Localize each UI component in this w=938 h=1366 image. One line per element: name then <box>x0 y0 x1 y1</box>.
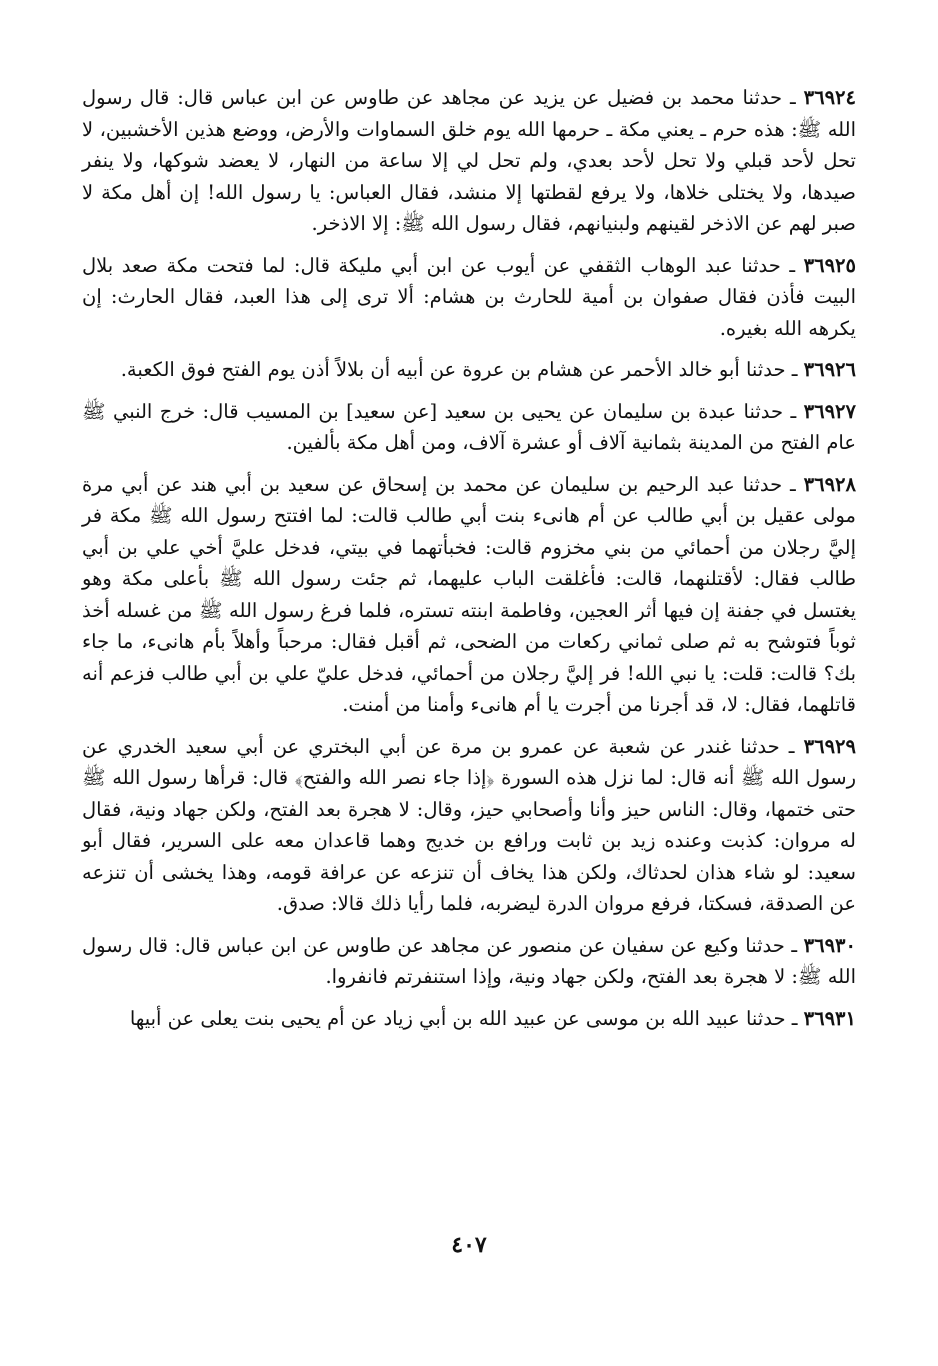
page-body <box>82 82 856 1034</box>
hadith-paragraph <box>82 731 856 920</box>
hadith-text: ـ حدثنا غندر عن شعبة عن عمرو بن مرة عن أبي البختري عن أبي سعيد الخدري عن رسول الله ﷺ أنه قال: لما نزل هذه السورة ﴿إذا جاء نصر الله والفتح﴾ قال: قرأها رسول الله ﷺ حتى ختمها، وقال: الناس حيز وأنا وأصحابي حيز، وقال: لا هجرة بعد الفتح، ولكن جهاد ونية، فقال له مروان: كذبت وعنده زيد بن ثابت ورافع بن خديج وهما قاعدان معه على السرير، فقال أبو سعيد: لو شاء هذان لحدثاك، ولكن هذا يخاف أن تنزعه عن عرافة قومه، وهذا يخشى أن تنزعه عن الصدقة، فسكتا، فرفع مروان الدرة ليضربه، فلما رأيا ذلك قالا: صدق. <box>82 734 856 915</box>
hadith-number: ٣٦٩٢٩ <box>803 734 856 758</box>
hadith-number: ٣٦٩٣٠ <box>803 933 856 957</box>
hadith-paragraph <box>82 1003 856 1035</box>
hadith-number: ٣٦٩٢٤ <box>803 86 856 109</box>
hadith-number: ٣٦٩٣١ <box>803 1006 856 1030</box>
hadith-text: ـ حدثنا عبدة بن سليمان عن يحيى بن سعيد [عن سعيد] بن المسيب قال: خرج النبي ﷺ عام الفتح من المدينة بثمانية آلاف أو عشرة آلاف، ومن أهل مكة بألفين. <box>82 399 856 454</box>
page-number: ٤٠٧ <box>451 1232 487 1258</box>
hadith-paragraph <box>82 354 856 386</box>
hadith-paragraph <box>82 82 856 240</box>
hadith-paragraph <box>82 930 856 993</box>
hadith-paragraph <box>82 250 856 345</box>
hadith-number: ٣٦٩٢٨ <box>803 472 856 496</box>
hadith-text: ـ حدثنا أبو خالد الأحمر عن هشام بن عروة عن أبيه أن بلالاً أذن يوم الفتح فوق الكعبة. <box>120 358 804 381</box>
hadith-paragraph <box>82 469 856 721</box>
hadith-text: ـ حدثنا عبد الرحيم بن سليمان عن محمد بن إسحاق عن سعيد بن أبي هند عن أبي مرة مولى عقيل بن أبي طالب عن أم هانىء بنت أبي طالب قالت: لما افتتح رسول الله ﷺ مكة فر إليَّ رجلان من أحمائي من بني مخزوم قالت: فخبأتهما في بيتي، فدخل عليَّ أخي علي بن أبي طالب فقال: لأقتلنهما، قالت: فأغلقت الباب عليهما، ثم جئت رسول الله ﷺ بأعلى مكة وهو يغتسل في جفنة إن فيها أثر العجين، وفاطمة ابنته تستره، فلما فرغ رسول الله ﷺ من غسله أخذ ثوباً فتوشح به ثم صلى ثماني ركعات من الضحى، ثم أقبل فقال: مرحباً وأهلاً بأم هانىء، ما جاء بك؟ قالت: قلت: يا نبي الله! فر إليَّ رجلان من أحمائي، فدخل عليّ علي بن أبي طالب فزعم أنه قاتلهما، فقال: لا، قد أجرنا من أجرت يا أم هانىء وأمنا من أمنت. <box>82 472 856 716</box>
hadith-number: ٣٦٩٢٧ <box>803 399 856 423</box>
hadith-text: ـ حدثنا عبد الوهاب الثقفي عن أيوب عن ابن أبي مليكة قال: لما فتحت مكة صعد بلال البيت فأذن فقال صفوان بن أمية للحارث بن هشام: ألا ترى إلى هذا العبد، فقال الحارث: إن يكرهه الله بغيره. <box>82 253 856 340</box>
hadith-paragraph <box>82 396 856 459</box>
hadith-text: ـ حدثنا عبيد الله بن موسى عن عبيد الله بن أبي زياد عن أم يحيى بنت يعلى عن أبيها <box>129 1006 804 1030</box>
hadith-number: ٣٦٩٢٦ <box>803 358 856 381</box>
hadith-number: ٣٦٩٢٥ <box>803 253 856 277</box>
hadith-text: ـ حدثنا وكيع عن سفيان عن منصور عن مجاهد عن طاوس عن ابن عباس قال: قال رسول الله ﷺ: لا هجرة بعد الفتح، ولكن جهاد ونية، وإذا استنفرتم فانفروا. <box>82 933 856 988</box>
hadith-text: ـ حدثنا محمد بن فضيل عن يزيد عن مجاهد عن طاوس عن ابن عباس قال: قال رسول الله ﷺ: هذه حرم ـ يعني مكة ـ حرمها الله يوم خلق السماوات والأرض، ووضع هذين الأخشبين، لا تحل لأحد قبلي ولا تحل لأحد بعدي، ولم تحل لي إلا ساعة من النهار، لا يعضد شوكها، ولا ينفر صيدها، ولا يختلى خلاها، ولا يرفع لقطتها إلا منشد، فقال العباس: يا رسول الله! إن أهل مكة لا صبر لهم عن الاذخر لقينهم ولبنيانهم، فقال رسول الله ﷺ: إلا الاذخر. <box>82 86 856 235</box>
